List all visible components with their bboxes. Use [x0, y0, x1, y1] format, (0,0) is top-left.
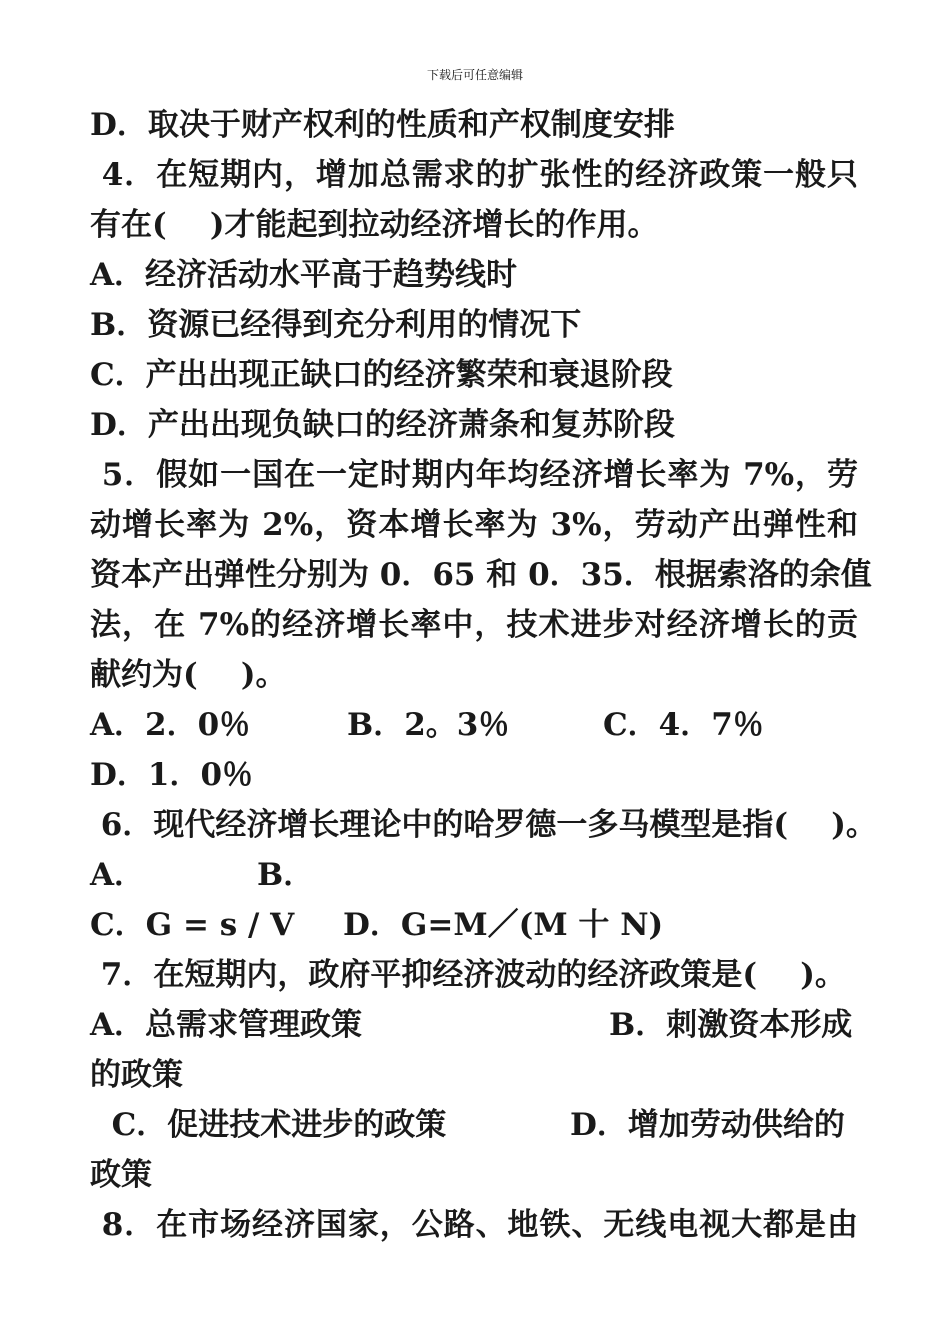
option-a-q4: A．经济活动水平高于趋势线时 [90, 257, 518, 293]
page-header: 下载后可任意编辑 [426, 68, 523, 82]
option-b-q7-cont: 的政策 [90, 1057, 183, 1093]
option-a-q7: A．总需求管理政策 [90, 1007, 363, 1043]
question-5-line-3: 资本产出弹性分别为 0．65 和 0．35．根据索洛的余值 [90, 557, 872, 593]
option-d-q3: D．取决于财产权利的性质和产权制度安排 [90, 107, 675, 143]
option-c-q4: C．产出出现正缺口的经济繁荣和衰退阶段 [90, 357, 673, 393]
option-b-q7: B．刺激资本形成 [609, 1007, 853, 1043]
question-5-line-2: 动增长率为 2%，资本增长率为 3%，劳动产出弹性和 [90, 507, 858, 543]
option-d-q7: D．增加劳动供给的 [570, 1107, 845, 1143]
option-b-q6: B． [257, 857, 315, 893]
question-7: 7．在短期内，政府平抑经济波动的经济政策是( )。 [90, 957, 846, 993]
question-5-line-4: 法，在 7%的经济增长率中，技术进步对经济增长的贡 [90, 607, 858, 643]
question-4-line-2: 有在( )才能起到拉动经济增长的作用。 [90, 207, 659, 243]
option-d-q5: D．1．0％ [90, 757, 254, 793]
question-5-line-1: 5．假如一国在一定时期内年均经济增长率为 7%，劳 [90, 457, 858, 493]
option-c-q7: C．促进技术进步的政策 [90, 1107, 447, 1143]
question-5-line-5: 献约为( )。 [90, 657, 287, 693]
option-a-q6: A． [90, 857, 146, 893]
question-4-line-1: 4．在短期内，增加总需求的扩张性的经济政策一般只 [90, 157, 858, 193]
option-d-q4: D．产出出现负缺口的经济萧条和复苏阶段 [90, 407, 675, 443]
option-b-q4: B．资源已经得到充分利用的情况下 [90, 307, 582, 343]
option-d-q7-cont: 政策 [90, 1157, 152, 1193]
option-c-q5: C．4．7％ [603, 707, 764, 743]
question-8-line-1: 8．在市场经济国家，公路、地铁、无线电视大都是由 [90, 1207, 858, 1243]
question-6: 6．现代经济增长理论中的哈罗德一多马模型是指( )。 [90, 807, 877, 843]
option-d-q6: D．G=M／(M 十 N) [343, 907, 664, 943]
option-a-q5: A．2．0％ [90, 707, 251, 743]
option-b-q5: B．2。3％ [347, 707, 510, 743]
option-c-q6: C．G = s / V [90, 907, 295, 943]
